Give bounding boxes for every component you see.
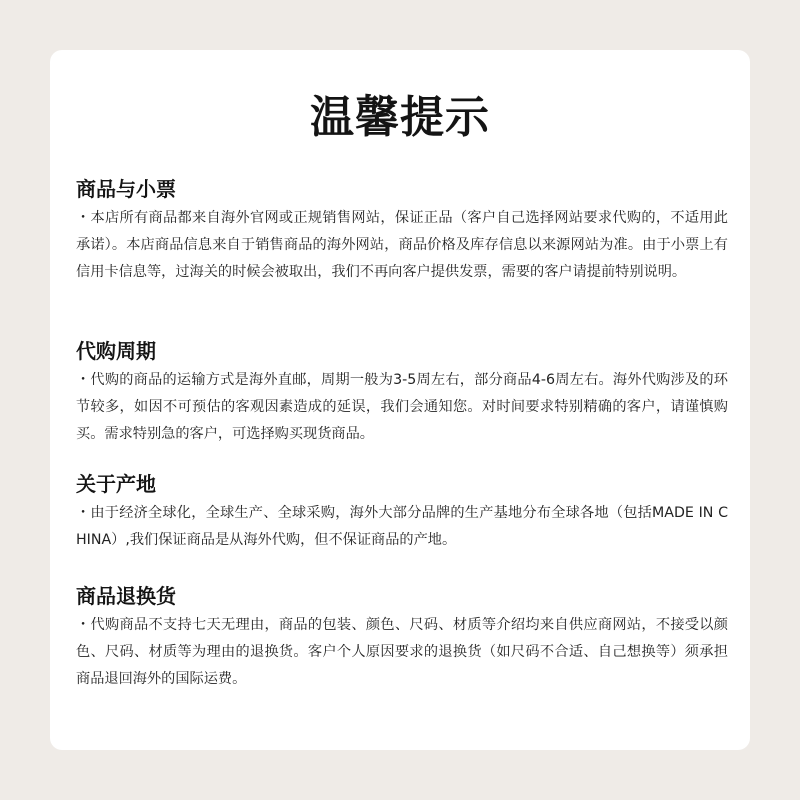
section-heading: 商品退换货 [76,584,176,608]
section-body: ・由于经济全球化，全球生产、全球采购，海外大部分品牌的生产基地分布全球各地（包括MADE IN CHINA）,我们保证商品是从海外代购，但不保证商品的产地。 [76,505,728,548]
section-receipt [76,175,728,286]
section-purchase-cycle [76,337,728,448]
section-heading: 关于产地 [76,472,156,496]
section-body: ・代购的商品的运输方式是海外直邮，周期一般为3-5周左右，部分商品4-6周左右。海外代购涉及的环节较多，如因不可预估的客观因素造成的延误，我们会通知您。对时间要求特别精确的客户，请谨慎购买。需求特别急的客户，可选择购买现货商品。 [76,372,728,442]
section-heading: 代购周期 [76,339,156,363]
section-heading: 商品与小票 [76,177,176,201]
section-body: ・本店所有商品都来自海外官网或正规销售网站，保证正品（客户自己选择网站要求代购的，不适用此承诺）。本店商品信息来自于销售商品的海外网站，商品价格及库存信息以来源网站为准。由于小票上有信用卡信息等，过海关的时候会被取出，我们不再向客户提供发票，需要的客户请提前特别说明。 [76,210,728,280]
section-origin [76,470,728,554]
section-body: ・代购商品不支持七天无理由，商品的包装、颜色、尺码、材质等介绍均来自供应商网站，不接受以颜色、尺码、材质等为理由的退换货。客户个人原因要求的退换货（如尺码不合适、自己想换等）须承担商品退回海外的国际运费。 [76,617,728,687]
page-title: 温馨提示 [310,92,490,143]
section-returns [76,582,728,693]
